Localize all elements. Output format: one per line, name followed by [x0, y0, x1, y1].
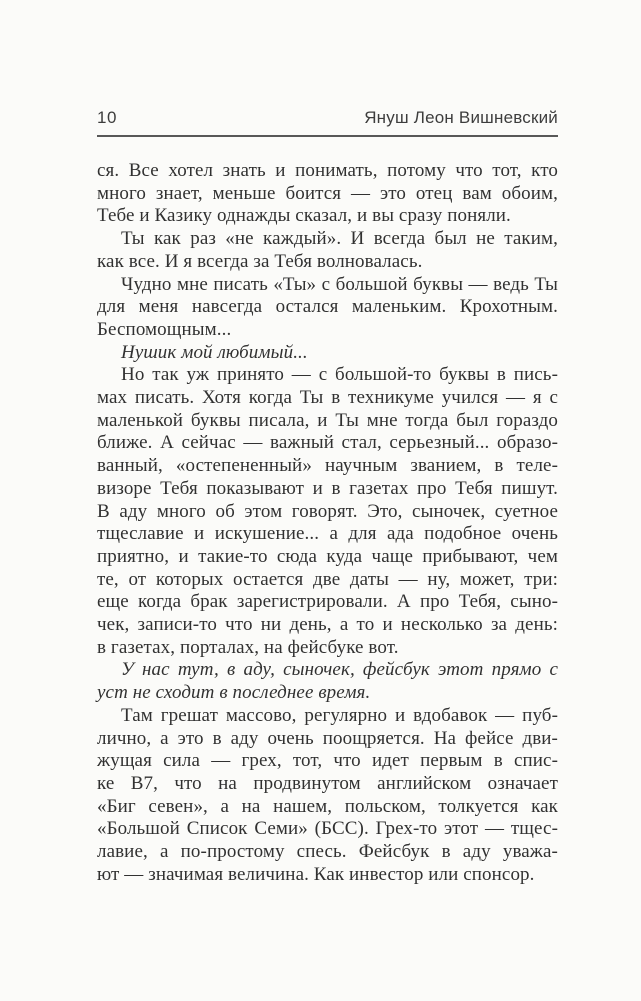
text-line: лично, а это в аду очень поощряется. На фейсе дви- — [97, 727, 558, 749]
text-line: Чудно мне писать «Ты» с большой буквы — ведь Ты — [121, 273, 558, 295]
text-line: Тебе и Казику однажды сказал, и вы сразу поняли. — [97, 205, 511, 227]
text-line: чек, записи-то что ни день, а то и несколько за день: — [97, 614, 558, 636]
text-line: ближе. А сейчас — важный стал, серьезный... образо- — [97, 432, 558, 454]
text-line: ванный, «остепененный» научным званием, в теле- — [97, 455, 558, 477]
paragraph — [97, 342, 558, 365]
text-line: для меня навсегда остался маленьким. Крохотным. — [97, 296, 558, 318]
text-line: еще когда брак зарегистрировали. А про Тебя, сыно- — [97, 591, 558, 613]
text-line: в газетах, порталах, на фейсбуке вот. — [97, 636, 399, 658]
text-line: ют — значимая величина. Как инвестор или спонсор. — [97, 863, 535, 885]
text-block — [97, 160, 558, 887]
text-line: Ты как раз «не каждый». И всегда был не таким, — [121, 228, 558, 250]
text-line: Беспомощным... — [97, 318, 232, 340]
paragraph — [97, 160, 558, 228]
text-line: ке В7, что на продвинутом английском означает — [97, 772, 558, 794]
text-line: визоре Тебя показывают и в газетах про Тебя пишут. — [97, 477, 558, 499]
paragraph — [97, 364, 558, 659]
text-line: те, от которых остается две даты — ну, может, три: — [97, 568, 558, 590]
text-line: приятно, и такие-то сюда куда чаще прибывают, чем — [97, 545, 558, 567]
text-line: В аду много об этом говорят. Это, сыночек, суетное — [97, 500, 558, 522]
page-header — [97, 109, 558, 137]
text-line: тщеславие и искушение... а для ада подобное очень — [97, 523, 558, 545]
text-line: маленькой буквы писала, и Ты мне тогда был гораздо — [97, 409, 558, 431]
text-line: У нас тут, в аду, сыночек, фейсбук этот прямо с — [121, 659, 558, 681]
text-line: «Биг севен», а на нашем, польском, толкуется как — [97, 795, 558, 817]
text-line: много знает, меньше боится — это отец вам обоим, — [97, 182, 558, 204]
text-line: «Большой Список Семи» (БСС). Грех-то этот — тщес- — [97, 818, 558, 840]
text-line: как все. И я всегда за Тебя волновалась. — [97, 250, 423, 272]
paragraph — [97, 659, 558, 704]
text-line: мах писать. Хотя когда Ты в техникуме учился — я с — [97, 387, 558, 409]
running-head-author: Януш Леон Вишневский — [364, 108, 558, 127]
text-line: жущая сила — грех, тот, что идет первым в спис- — [97, 750, 558, 772]
text-line: Нушик мой любимый... — [121, 341, 308, 363]
page-number: 10 — [97, 108, 117, 127]
text-line: лавие, а по-простому спесь. Фейсбук в аду уважа- — [97, 841, 558, 863]
text-line: уст не сходит в последнее время. — [97, 682, 371, 704]
paragraph — [97, 705, 558, 887]
text-line: ся. Все хотел знать и понимать, потому что тот, кто — [97, 160, 558, 181]
paragraph — [97, 228, 558, 273]
text-line: Там грешат массово, регулярно и вдобавок — пуб- — [121, 704, 558, 726]
text-line: Но так уж принято — с большой-то буквы в пись- — [121, 364, 558, 386]
page-content — [97, 109, 558, 887]
paragraph — [97, 274, 558, 342]
